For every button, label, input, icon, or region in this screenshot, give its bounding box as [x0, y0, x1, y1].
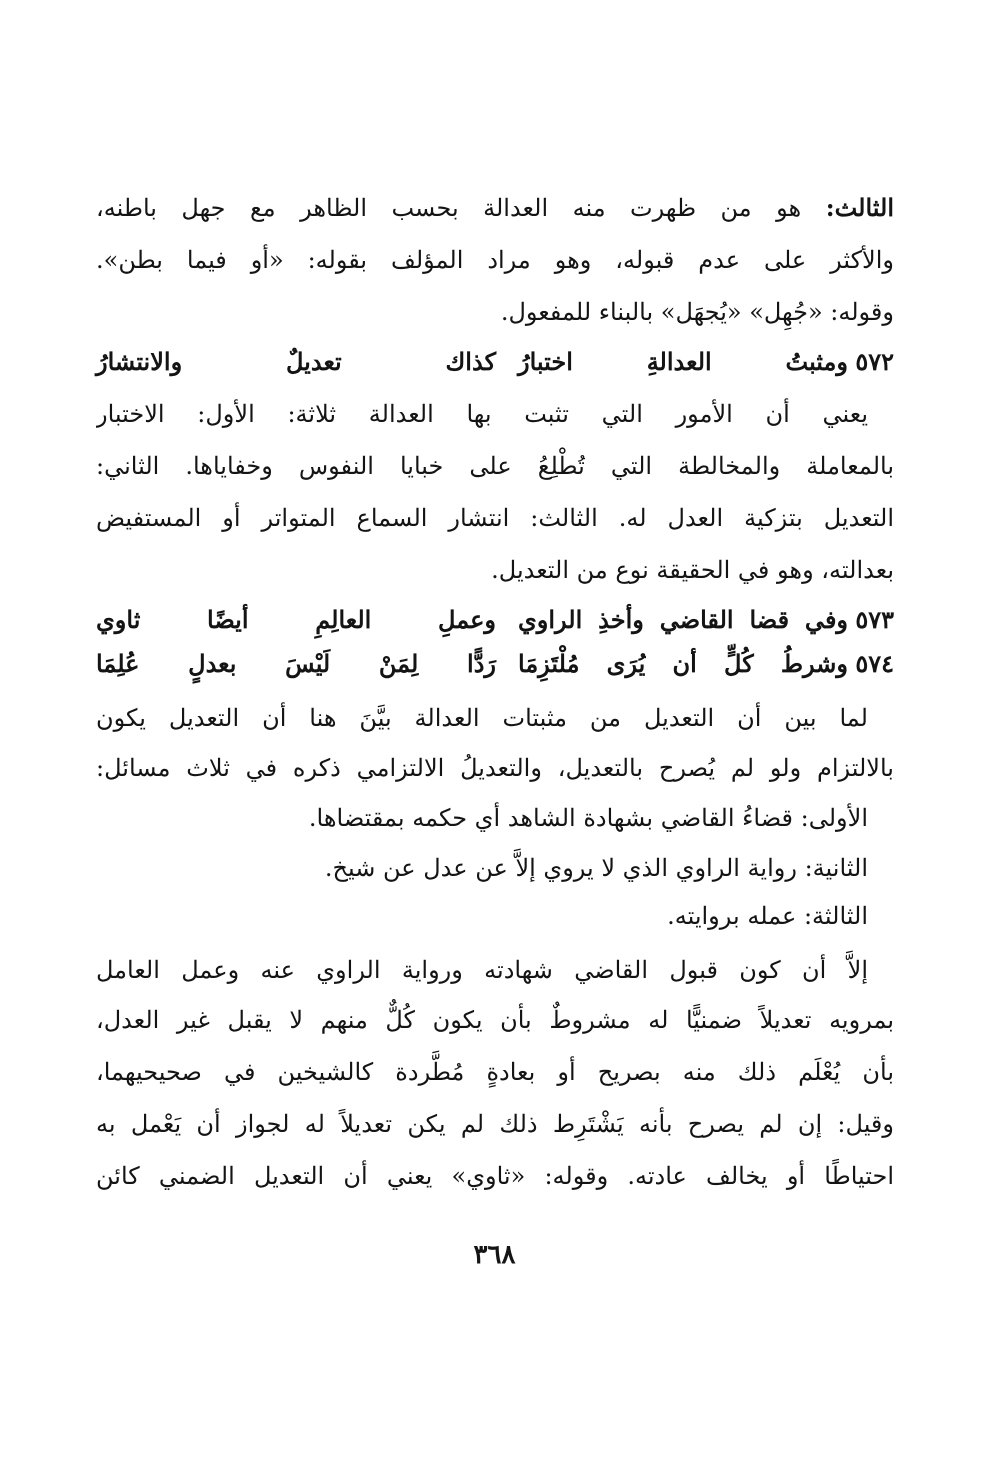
- para4-line1: إلاَّ أن كون قبول القاضي شهادته ورواية الراوي عنه وعمل العامل: [96, 956, 868, 984]
- verse-hemistich-2: كذاك تعديلٌ والانتشارُ: [96, 347, 496, 376]
- page-number: ٣٦٨: [473, 1240, 516, 1270]
- verse-572: [96, 340, 894, 386]
- para2-line2: بالمعاملة والمخالطة التي تُطْلِعُ على خبايا النفوس وخفاياها. الثاني:: [96, 452, 894, 480]
- para4-line2: بمرويه تعديلاً ضمنيًّا له مشروطٌ بأن يكون كُلٌّ منهم لا يقبل غير العدل،: [96, 1006, 894, 1034]
- para4-line5: احتياطًا أو يخالف عادته. وقوله: «ثاوي» يعني أن التعديل الضمني كائن: [96, 1162, 894, 1190]
- verse-hemistich-2: وعملِ العالِمِ أيضًا ثاوي: [96, 605, 496, 634]
- verse-number: ٥٧٤: [855, 649, 894, 678]
- para4-line4: وقيل: إن لم يصرح بأنه يَشْتَرِط ذلك لم يكن تعديلاً له لجواز أن يَعْمل به: [96, 1110, 894, 1138]
- para3-item2: الثانية: رواية الراوي الذي لا يروي إلاَّ عن عدل عن شيخ.: [324, 854, 868, 882]
- verse-number: ٥٧٢: [855, 347, 894, 376]
- para3-line1: لما بين أن التعديل من مثبتات العدالة بيَّنَ هنا أن التعديل يكون: [96, 704, 868, 732]
- para2-line1: يعني أن الأمور التي تثبت بها العدالة ثلاثة: الأول: الاختبار: [96, 400, 868, 428]
- para1-line1-text: هو من ظهرت منه العدالة بحسب الظاهر مع جهل باطنه،: [96, 194, 802, 222]
- para1-line2: والأكثر على عدم قبوله، وهو مراد المؤلف بقوله: «أو فيما بطن».: [96, 246, 894, 274]
- para2-line3: التعديل بتزكية العدل له. الثالث: انتشار السماع المتواتر أو المستفيض: [96, 504, 894, 532]
- para3-item3: الثالثة: عمله بروايته.: [667, 902, 868, 930]
- verse-hemistich-1: ومثبتُ العدالةِ اختبارُ: [518, 347, 848, 376]
- para1-line1: [96, 186, 894, 232]
- para3-line2: بالالتزام ولو لم يُصرح بالتعديل، والتعديلُ الالتزامي ذكره في ثلاث مسائل:: [96, 754, 894, 782]
- para1-line3: وقوله: «جُهِل» «يُجهَل» بالبناء للمفعول.: [500, 298, 894, 326]
- verse-hemistich-1: وفي قضا القاضي وأخذِ الراوي: [518, 605, 848, 634]
- para2-line4: بعدالته، وهو في الحقيقة نوع من التعديل.: [491, 556, 894, 584]
- verse-hemistich-2: رَدًّا لِمَنْ لَيْسَ بعدلٍ عُلِمَا: [96, 649, 496, 678]
- verse-573: [96, 598, 894, 644]
- para3-item1: الأولى: قضاءُ القاضي بشهادة الشاهد أي حكمه بمقتضاها.: [308, 804, 868, 832]
- para4-line3: بأن يُعْلَم ذلك منه بصريح أو بعادةٍ مُطَّردة كالشيخين في صحيحيهما،: [96, 1058, 894, 1086]
- verse-hemistich-1: وشرطُ كُلٍّ أن يُرَى مُلْتَزِمَا: [518, 649, 848, 678]
- verse-574: [96, 642, 894, 688]
- para1-lead: الثالث:: [825, 193, 894, 222]
- verse-number: ٥٧٣: [855, 605, 894, 634]
